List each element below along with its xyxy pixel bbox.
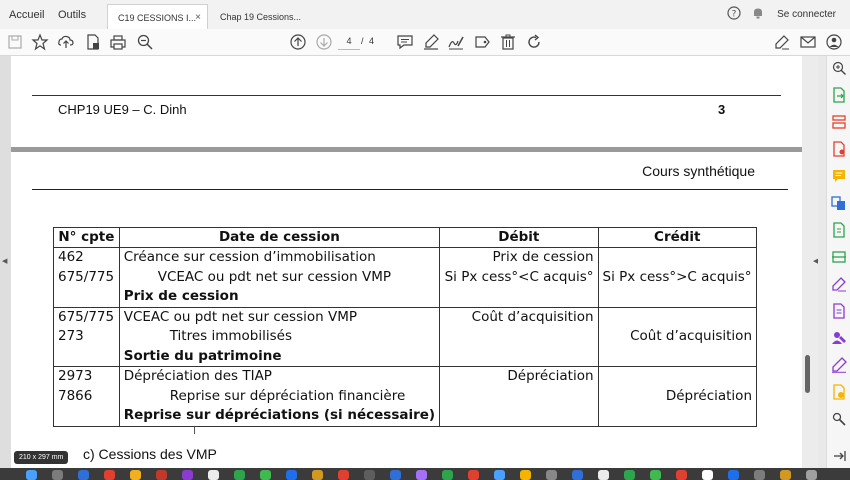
column-header: Date de cession [119, 228, 439, 248]
dock-app-icon[interactable] [312, 470, 323, 480]
credit-value [603, 287, 752, 307]
comment-icon[interactable] [396, 33, 414, 51]
organize-pages-icon[interactable] [831, 114, 847, 130]
dock-app-icon[interactable] [650, 470, 661, 480]
dock-app-icon[interactable] [442, 470, 453, 480]
account-number: 462 [58, 249, 84, 265]
debit-value [444, 327, 593, 347]
dock-app-icon[interactable] [780, 470, 791, 480]
entry-caption: Prix de cession [123, 288, 239, 304]
dock-app-icon[interactable] [260, 470, 271, 480]
account-number [58, 347, 115, 367]
entry-line: VCEAC ou pdt net sur cession VMP [157, 268, 392, 285]
account-number: 7866 [58, 387, 93, 404]
combine-files-icon[interactable] [831, 195, 847, 211]
sign-icon[interactable] [447, 33, 465, 51]
dock-app-icon[interactable] [728, 470, 739, 480]
dock-app-icon[interactable] [494, 470, 505, 480]
account-number [58, 287, 115, 307]
debit-value [444, 347, 593, 367]
previous-page-arrow-icon[interactable]: ◀ [2, 258, 8, 265]
debit-value [444, 287, 593, 307]
certificates-icon[interactable] [831, 384, 847, 400]
description-cell [119, 248, 439, 308]
page-up-icon[interactable] [289, 33, 307, 51]
text-cursor-icon: I [193, 425, 197, 437]
debit-cell [440, 248, 598, 308]
rotate-icon[interactable] [525, 33, 543, 51]
table-row [54, 248, 757, 308]
dock-app-icon[interactable] [182, 470, 193, 480]
column-header: N° cpte [54, 228, 120, 248]
debit-cell [440, 367, 598, 427]
column-header: Crédit [598, 228, 756, 248]
toolbar [0, 29, 850, 56]
more-tools-icon[interactable] [831, 411, 847, 427]
debit-value: Coût d’acquisition [471, 308, 594, 325]
description-cell [119, 367, 439, 427]
entry-line: Dépréciation des TIAP [123, 368, 272, 384]
upload-icon[interactable] [57, 33, 75, 51]
entry-line: VCEAC ou pdt net sur cession VMP [123, 308, 358, 325]
dock-app-icon[interactable] [754, 470, 765, 480]
highlight-icon[interactable] [422, 33, 440, 51]
account-number [58, 406, 115, 426]
tab-bar [0, 0, 850, 30]
dock-app-icon[interactable] [364, 470, 375, 480]
credit-cell [598, 367, 756, 427]
create-pdf-icon[interactable] [6, 33, 24, 51]
tab-document-label: Chap 19 Cessions... [220, 12, 302, 22]
dock-app-icon[interactable] [546, 470, 557, 480]
dock-app-icon[interactable] [806, 470, 817, 480]
dock-app-icon[interactable] [390, 470, 401, 480]
entry-caption: Reprise sur dépréciations (si nécessaire) [123, 407, 436, 423]
tab-tools[interactable]: Outils [58, 9, 87, 21]
page-break [11, 147, 802, 152]
debit-value: Prix de cession [492, 249, 594, 265]
delete-icon[interactable] [499, 33, 517, 51]
dock-app-icon[interactable] [416, 470, 427, 480]
debit-value [444, 387, 593, 407]
accounting-entries-table [53, 227, 757, 427]
zoom-icon[interactable] [136, 33, 154, 51]
print-icon[interactable] [109, 33, 127, 51]
email-icon[interactable] [799, 33, 817, 51]
account-number: 675/775 [58, 268, 115, 285]
save-file-icon[interactable] [84, 33, 102, 51]
table-row [54, 367, 757, 427]
page-size-badge: 210 x 297 mm [14, 451, 68, 464]
dock-app-icon[interactable] [676, 470, 687, 480]
bookmark-star-icon[interactable] [31, 33, 49, 51]
dock-app-icon[interactable] [104, 470, 115, 480]
account-cell [54, 367, 120, 427]
page-footer-title: CHP19 UE9 – C. Dinh [58, 102, 187, 117]
credit-value: Coût d’acquisition [630, 328, 752, 344]
stamp-icon[interactable] [473, 33, 491, 51]
course-label: Cours synthétique [642, 163, 755, 179]
close-tab-icon[interactable]: × [195, 12, 201, 23]
dock [0, 468, 850, 480]
tab-home[interactable]: Accueil [9, 9, 45, 21]
page-footer-rule [32, 95, 781, 96]
table-row [54, 307, 757, 367]
account-icon[interactable] [825, 33, 843, 51]
dock-app-icon[interactable] [572, 470, 583, 480]
dock-app-icon[interactable] [338, 470, 349, 480]
dock-app-icon[interactable] [598, 470, 609, 480]
bell-icon[interactable] [751, 6, 765, 25]
svg-text:?: ? [731, 9, 737, 20]
page-separator: / [361, 36, 364, 46]
credit-value [603, 367, 752, 387]
table-header-row [54, 228, 757, 248]
comment-tool-icon[interactable] [831, 168, 847, 184]
pdf-page [11, 56, 802, 468]
entry-line: Titres immobilisés [169, 328, 292, 344]
edit-pdf-icon[interactable] [831, 141, 847, 157]
account-number: 273 [58, 328, 84, 344]
dock-app-icon[interactable] [468, 470, 479, 480]
dock-app-icon[interactable] [702, 470, 713, 480]
export-pdf-icon[interactable] [831, 87, 847, 103]
description-cell [119, 307, 439, 367]
compress-icon[interactable] [831, 222, 847, 238]
dock-app-icon[interactable] [26, 470, 37, 480]
tab-document-active[interactable] [107, 4, 208, 29]
dock-app-icon[interactable] [78, 470, 89, 480]
tab-document-label: C19 CESSIONS I... [118, 13, 197, 23]
scan-icon[interactable] [831, 249, 847, 265]
account-cell [54, 248, 120, 308]
tools-panel [826, 56, 850, 468]
credit-value [603, 248, 752, 268]
account-number: 2973 [58, 368, 93, 384]
page-down-icon[interactable] [315, 33, 333, 51]
credit-value [603, 406, 752, 426]
expand-panel-arrow-icon[interactable]: ◀ [813, 258, 818, 265]
entry-caption: Sortie du patrimoine [123, 347, 282, 364]
entry-line: Reprise sur dépréciation financière [169, 387, 406, 404]
sign-in-link[interactable]: Se connecter [777, 9, 836, 20]
credit-value [603, 347, 752, 367]
fill-sign-icon[interactable] [773, 33, 791, 51]
credit-cell [598, 307, 756, 367]
document-viewer[interactable] [0, 56, 818, 468]
dock-app-icon[interactable] [624, 470, 635, 480]
dock-app-icon[interactable] [130, 470, 141, 480]
fill-sign-tool-icon[interactable] [831, 276, 847, 292]
dock-app-icon[interactable] [156, 470, 167, 480]
page-total: 4 [369, 36, 375, 46]
entry-line: Créance sur cession d’immobilisation [123, 249, 376, 265]
page-footer-number: 3 [718, 102, 726, 117]
collapse-panel-icon[interactable] [831, 448, 847, 464]
debit-value: Dépréciation [507, 368, 594, 384]
dock-app-icon[interactable] [520, 470, 531, 480]
account-cell [54, 307, 120, 367]
debit-value: Si Px cess°<C acquis° [444, 268, 594, 285]
page-header-rule [32, 189, 788, 190]
dock-app-icon[interactable] [52, 470, 63, 480]
scrollbar-thumb[interactable] [805, 355, 810, 393]
credit-value: Dépréciation [665, 387, 752, 404]
send-sign-icon[interactable] [831, 330, 847, 346]
draw-icon[interactable] [831, 357, 847, 373]
page-number-input[interactable]: 4 [338, 34, 360, 50]
tab-document-2[interactable] [210, 4, 310, 29]
credit-value: Si Px cess°>C acquis° [602, 268, 752, 285]
dock-app-icon[interactable] [286, 470, 297, 480]
section-heading: c) Cessions des VMP [83, 446, 217, 462]
help-icon[interactable] [727, 6, 741, 25]
dock-app-icon[interactable] [234, 470, 245, 480]
protect-icon[interactable] [831, 303, 847, 319]
zoom-in-icon[interactable] [831, 60, 847, 76]
credit-value [603, 308, 752, 328]
credit-cell [598, 248, 756, 308]
debit-value [444, 406, 593, 426]
account-number: 675/775 [58, 308, 115, 325]
dock-app-icon[interactable] [208, 470, 219, 480]
column-header: Débit [440, 228, 598, 248]
debit-cell [440, 307, 598, 367]
